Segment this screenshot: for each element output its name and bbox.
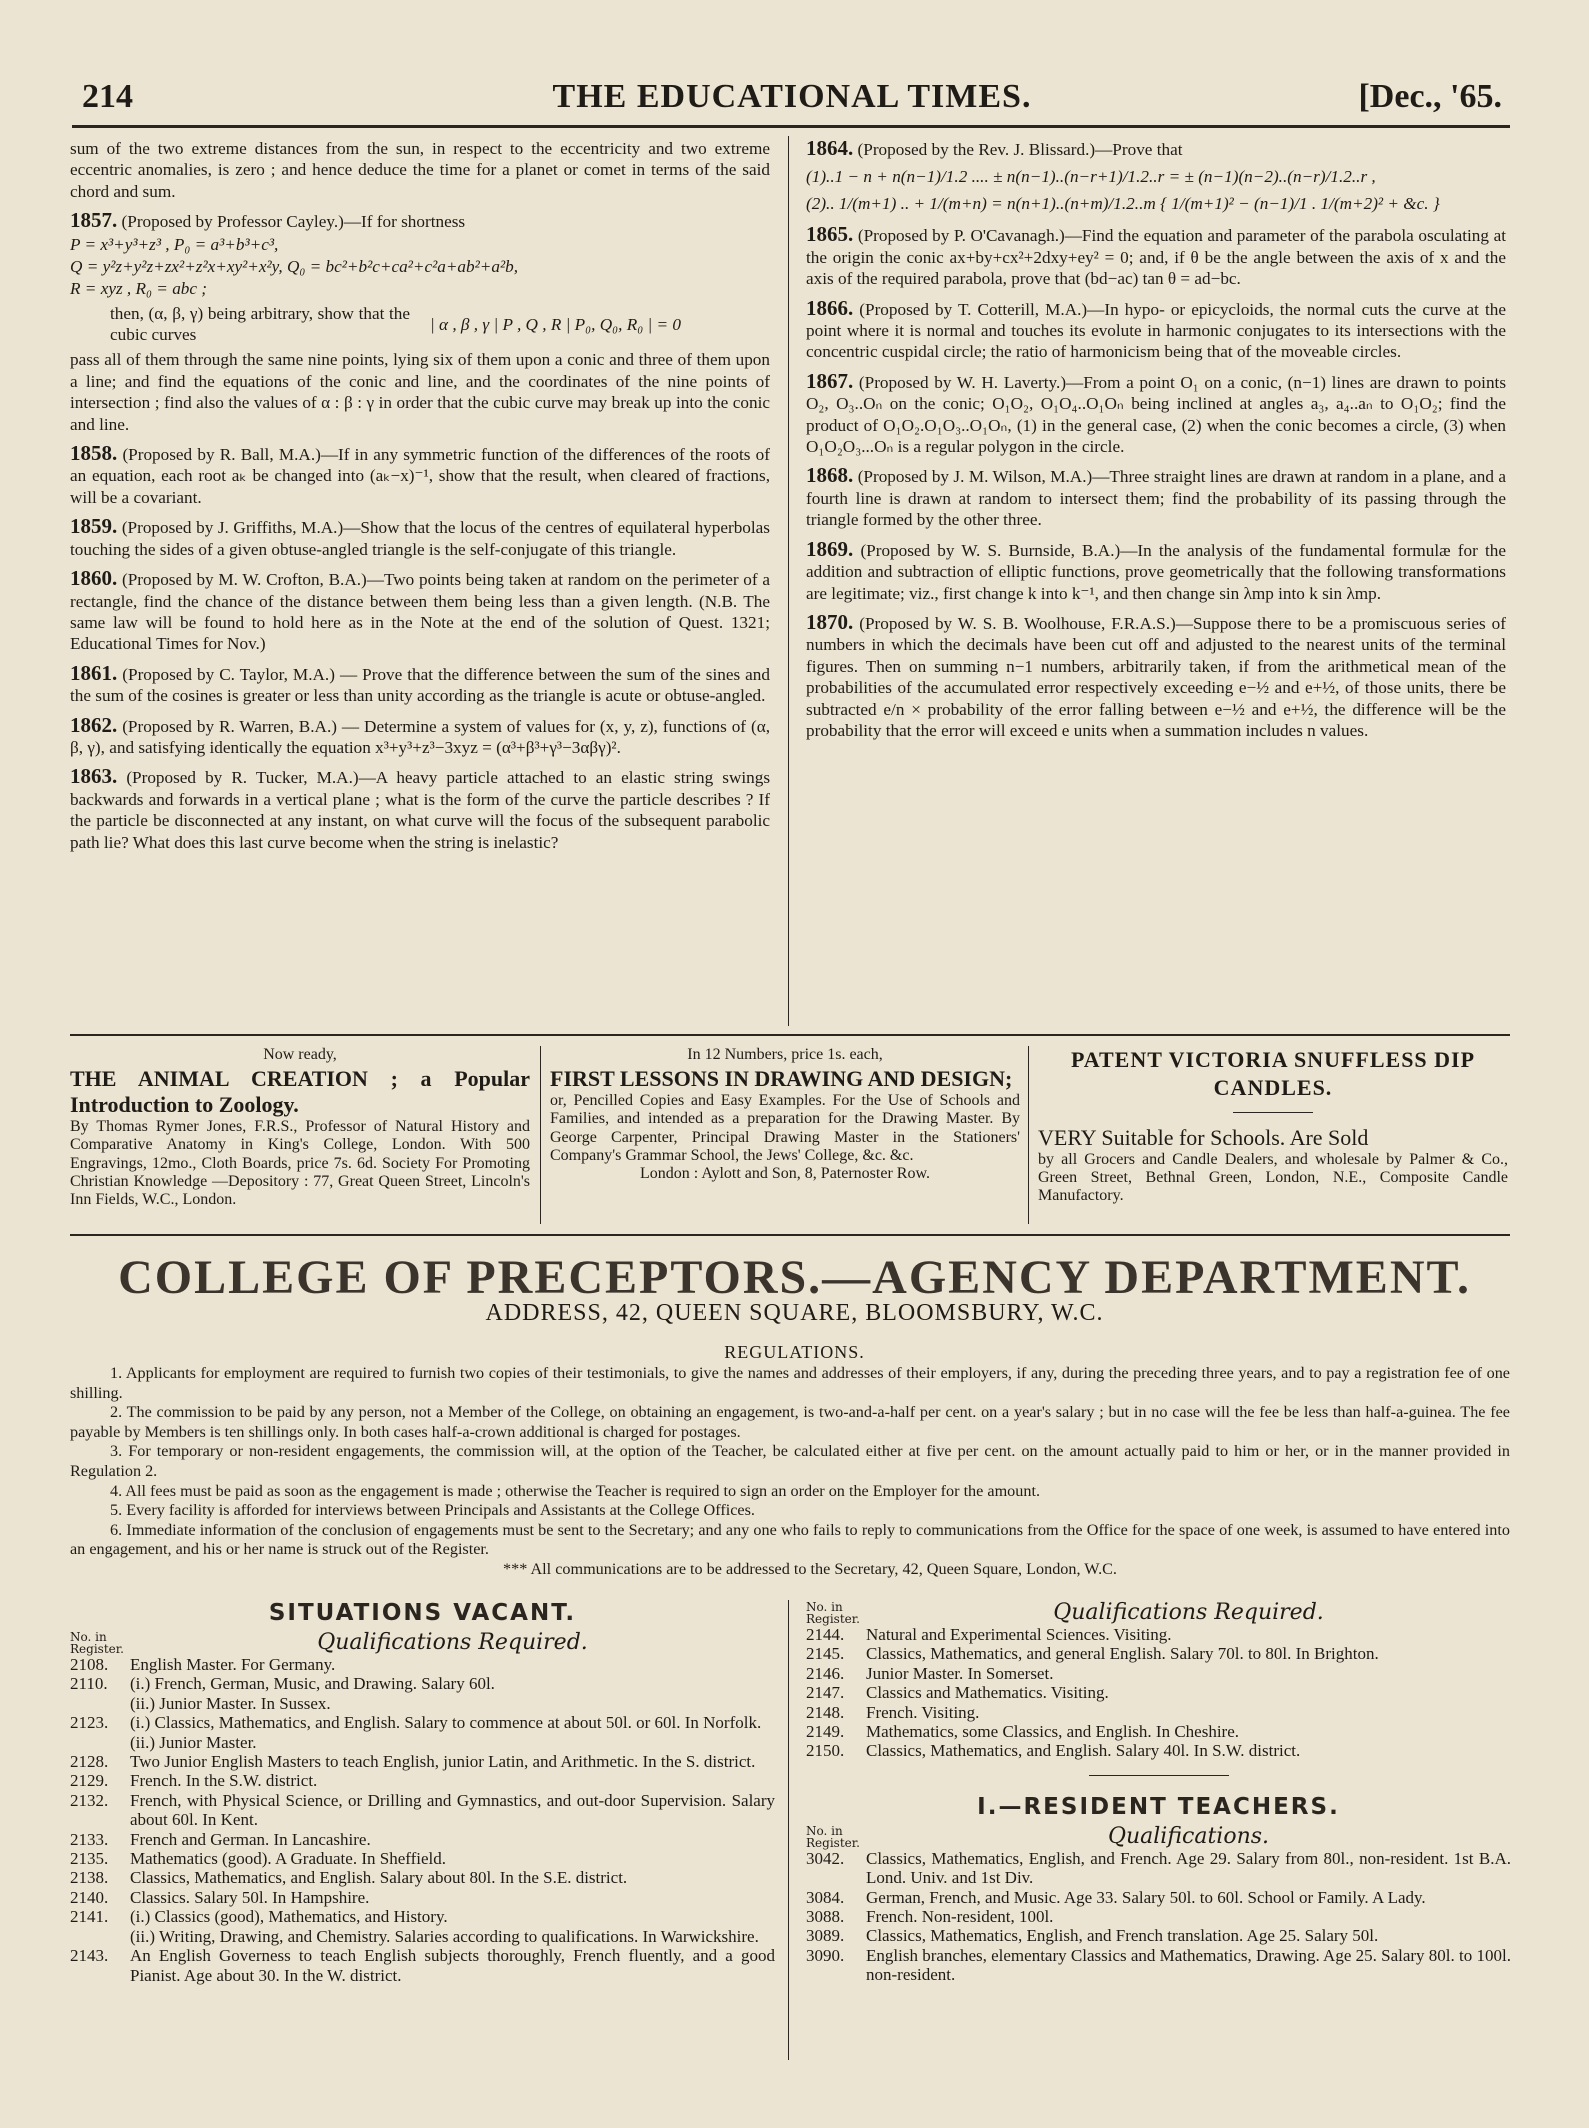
register-number: 2144. [806,1625,845,1644]
register-number: 2123. [70,1713,109,1733]
situation-entry [806,1625,1511,1644]
question-text: (Proposed by J. M. Wilson, M.A.)—Three straight lines are drawn at random in a plane, and a fourth line is drawn at random to intersect them; find the probability of its passing through the triangle formed by the other three. [806,467,1507,530]
register-number: 2108. [70,1655,109,1674]
college-title: COLLEGE OF PRECEPTORS.—AGENCY DEPARTMENT. [118,1251,1471,1304]
question-1865 [806,224,1506,289]
page-header [82,78,1502,122]
header-rule [72,125,1510,128]
entry-text: (ii.) Junior Master. [130,1732,257,1752]
regulation-3: 3. For temporary or non-resident engagements, the commission will, at the option of the Teacher, be calculated either at five per cent. on the amount actually paid to him or her, or in the manner provided in Regulation 2. [70,1442,1510,1480]
question-number: 1859. [70,514,118,539]
question-number: 1867. [806,368,854,393]
entry-text: Classics and Mathematics. Visiting. [866,1683,1109,1703]
question-text: (Proposed by M. W. Crofton, B.A.)—Two points being taken at random on the perimeter of a rectangle, find the chance of the distance between them being less than a given length. (N.B. The same law will be found to hold here as in the Note at the end of the solution of Quest. 1321; Educational Times for Nov.) [70,570,771,654]
ad-top-line: Now ready, [263,1046,337,1063]
register-number [70,1927,130,1946]
entry-text: English Master. For Germany. [130,1655,336,1674]
situations-right [806,1600,1511,1985]
ad-candles [1038,1046,1508,1226]
resident-heading: I.—RESIDENT TEACHERS. [977,1793,1340,1820]
left-column [70,138,770,861]
ad-body: or, Pencilled Copies and Easy Examples. For the Use of Schools and Families, and intended as a preparation for the Drawing Master. By George Carpenter, Principal Drawing Master in the Stationers' Company's Grammar School, the Jews' College, &c. &c. [550,1092,1020,1164]
resident-list [806,1849,1511,1985]
entry-text: Junior Master. In Somerset. [866,1663,1054,1683]
entry-text: Classics, Mathematics, English, and French. Age 29. Salary from 80l., non-resident. 1st B.A. Lond. Univ. and 1st Div. [866,1848,1511,1888]
register-number: 3084. [806,1887,845,1907]
question-1866 [806,295,1506,363]
regulation-6: 6. Immediate information of the conclusion of engagements must be sent to the Secretary; and any one who fails to reply to communications from the Office for the space of one week, is assumed to have entered into an engagement, and his or her name is struck out of the Register. [70,1520,1510,1559]
entry-text: Two Junior English Masters to teach English, junior Latin, and Arithmetic. In the S. district. [130,1752,756,1772]
qualifications-heading: Qualifications. [1107,1823,1270,1849]
formula-2: (2).. 1/(m+1) .. + 1/(m+n) = n(n+1)..(n+m)/1.2..m { 1/(m+1)² − (n−1)/1 . 1/(m+2)² + &c. } [806,194,1440,214]
lower-column-divider [788,1600,789,2060]
question-number: 1866. [806,295,854,320]
entry-text: (i.) Classics, Mathematics, and English. Salary to commence at about 50l. or 60l. In Norfolk. [130,1713,762,1733]
register-number: 3090. [806,1945,845,1965]
entry-text: Classics. Salary 50l. In Hampshire. [130,1887,370,1907]
situation-entry [806,1644,1511,1663]
register-number: 2128. [70,1752,109,1772]
entry-text: German, French, and Music. Age 33. Salary 50l. to 60l. School or Family. A Lady. [866,1887,1426,1907]
register-number: 2149. [806,1722,845,1742]
situation-entry [70,1849,775,1868]
question-text: (Proposed by R. Tucker, M.A.)—A heavy particle attached to an elastic string swings backwards and forwards in a vertical plane ; what is the form of the curve the particle describes ? If the particle be disconnected at any instant, on what curve will the focus of the subsequent parabolic path lie? What does this last curve become when the string is inelastic? [70,768,771,852]
entry-text: (ii.) Writing, Drawing, and Chemistry. Salaries according to qualifications. In Warwickshire. [130,1926,759,1946]
question-1862 [70,712,770,759]
question-number: 1857. [70,208,118,233]
entry-text: English branches, elementary Classics and Mathematics, Drawing. Age 25. Salary 80l. to 100l. non-resident. [866,1945,1511,1985]
communications-note: *** All communications are to be addressed to the Secretary, 42, Queen Square, London, W.C. [503,1559,1117,1578]
register-number: 2146. [806,1663,845,1683]
question-text: (Proposed by J. Griffiths, M.A.)—Show that the locus of the centres of equilateral hyperbolas touching the sides of a given obtuse-angled triangle is the self-conjugate of this triangle. [70,518,770,559]
register-number: 2135. [70,1849,109,1869]
ad-title: THE ANIMAL CREATION ; a Popular Introduction to Zoology. [70,1066,530,1118]
situations-list [70,1655,775,1985]
question-text: (Proposed by W. S. B. Woolhouse, F.R.A.S.)—Suppose there to be a promiscuous series of numbers in which the decimals have been cut off and adjusted to the nearest units of the terminal figures. Then on summing n−1 numbers, arbitrarily taken, if from the arithmetical mean of the probabilities of the accumulated error respectively exceeding e−½ and e+½, of those units, there be subtracted e/n × probability of the error falling between e−½ and e+½, the difference will be the probability that the error will exceed e units when a summation includes n values. [806,613,1507,740]
teacher-entry [806,1888,1511,1907]
question-number: 1864. [806,136,854,160]
register-number: 2110. [70,1674,108,1694]
question-1868 [806,465,1506,530]
situation-entry [70,1888,775,1907]
situation-entry [70,1752,775,1771]
situation-entry [806,1741,1511,1760]
entry-text: Natural and Experimental Sciences. Visiting. [866,1625,1172,1644]
question-text: (Proposed by W. H. Laverty.)—From a point O₁ on a conic, (n−1) lines are drawn to points O₂, O₃..Oₙ on the conic; O₁O₂, O₁O₄..O₁Oₙ being inclined at angles a₃, a₄..aₙ to O₁O₂; find the product of O₁O₂.O₁O₃..O₁Oₙ, (1) in the general case, (2) when the conic becomes a circle, (3) when O₁O₂O₃...Oₙ is a regular polygon in the circle. [806,372,1507,457]
register-number [70,1733,130,1752]
question-text: (Proposed by C. Taylor, M.A.) — Prove that the difference between the sum of the sines and the sum of the cosines is greater or less than unity according as the triangle is acute or obtuse-angled. [70,664,770,706]
ad-title: FIRST LESSONS IN DRAWING AND DESIGN; [550,1066,1013,1092]
register-number: 2150. [806,1741,845,1761]
question-1869 [806,536,1506,604]
question-number: 1861. [70,660,118,685]
ad-body: by all Grocers and Candle Dealers, and wholesale by Palmer & Co., Green Street, Bethnal Green, London, N.E., Composite Candle Manufactory. [1038,1151,1508,1205]
situation-entry [70,1868,775,1887]
entry-text: Classics, Mathematics, English, and French translation. Age 25. Salary 50l. [866,1926,1379,1946]
register-number: 2132. [70,1790,109,1810]
situation-entry [806,1703,1511,1722]
determinant: | α , β , γ | P , Q , R | P₀, Q₀, R₀ | = 0 [430,314,682,334]
teacher-entry [806,1849,1511,1888]
ad-top-line: In 12 Numbers, price 1s. each, [687,1046,883,1063]
masthead-title: THE EDUCATIONAL TIMES. [552,78,1032,115]
question-number: 1869. [806,536,854,561]
qualifications-heading: Qualifications Required. [317,1630,588,1655]
register-number: 2129. [70,1771,109,1791]
situation-entry [70,1733,775,1752]
question-1861 [70,660,770,707]
college-address: ADDRESS, 42, QUEEN SQUARE, BLOOMSBURY, W.C. [485,1300,1104,1326]
question-1870 [806,609,1507,741]
entry-text: Mathematics, some Classics, and English. In Cheshire. [866,1722,1239,1742]
question-1860 [70,568,770,655]
register-number: 3088. [806,1907,845,1927]
register-number: 3042. [806,1848,845,1868]
register-number: 2133. [70,1829,109,1849]
register-number: 2147. [806,1683,845,1703]
register-number: 2141. [70,1907,109,1927]
situation-entry [70,1791,775,1830]
register-label: No. in Register. [70,1630,124,1656]
situation-entry [806,1664,1511,1683]
question-text: (Proposed by R. Warren, B.A.) — Determine a system of values for (x, y, z), functions of (α, β, γ), and satisfying identically the equation x³+y³+z³−3xyz = (α³+β³+γ³−3αβγ)². [70,716,770,757]
question-text: (Proposed by W. S. Burnside, B.A.)—In the analysis of the fundamental formulæ for the addition and subtraction of elliptic functions, prove geometrically that the following transformations are legitimate; viz., first change k into k⁻¹, and then change sin λmp into k sin λmp. [806,540,1506,603]
regulations-heading: REGULATIONS. [724,1342,865,1362]
register-label: No. in Register. [806,1600,860,1626]
situation-entry [70,1713,775,1732]
question-text: (Proposed by R. Ball, M.A.)—If in any symmetric function of the differences of the roots of an equation, each root aₖ be changed into (aₖ−x)⁻¹, show that the result, when cleared of fractions, will be a covariant. [70,445,770,507]
determinant-lead: then, (α, β, γ) being arbitrary, show that the cubic curves [110,303,410,345]
entry-text: French. In the S.W. district. [130,1771,318,1791]
register-number: 2145. [806,1644,845,1664]
register-number: 2138. [70,1868,109,1888]
section-rule [1089,1775,1229,1776]
register-label: No. in Register. [806,1823,860,1850]
question-text: (Proposed by T. Cotterill, M.A.)—In hypo- or epicycloids, the normal cuts the curve at the point where it is normal and touches its evolute in harmonic conjugates to its intersections with the concentric cuspidal circle; the ratio of harmonicism being that of the moveable circles. [806,299,1506,362]
entry-text: French and German. In Lancashire. [130,1829,371,1849]
register-number: 2143. [70,1946,109,1966]
ad-body: By Thomas Rymer Jones, F.R.S., Professor of Natural History and Comparative Anatomy in King's College, London. With 500 Engravings, 12mo., Cloth Boards, price 7s. 6d. Society For Promoting Christian Knowledge —Depository : 77, Great Queen Street, Lincoln's Inn Fields, W.C., London. [70,1118,530,1209]
entry-text: Classics, Mathematics, and English. Salary 40l. In S.W. district. [866,1741,1301,1761]
situations-subhead [70,1630,775,1655]
determinant-block [110,303,770,346]
question-number: 1870. [806,609,854,634]
register-number: 2140. [70,1887,109,1907]
entry-text: An English Governess to teach English subjects thoroughly, French fluently, and a good Pianist. Age about 30. In the W. district. [130,1946,775,1985]
qualifications-heading: Qualifications Required. [1053,1600,1324,1625]
entry-text: French. Non-resident, 100l. [866,1907,1054,1927]
question-1867 [806,368,1507,458]
situation-entry [70,1907,775,1926]
register-number [70,1694,130,1713]
resident-subhead [806,1824,1511,1849]
question-text: (Proposed by Professor Cayley.)—If for shortness [121,212,466,232]
entry-text: French, with Physical Science, or Drilling and Gymnastics, and out-door Supervision. Salary about 60l. In Kent. [130,1790,775,1830]
ad-lead: VERY Suitable for Schools. Are Sold [1038,1125,1369,1150]
situation-entry [70,1655,775,1674]
question-number: 1860. [70,566,118,591]
teacher-entry [806,1926,1511,1945]
formula-r: R = xyz , R₀ = abc ; [70,278,208,298]
right-column [806,138,1506,749]
regulation-2: 2. The commission to be paid by any person, not a Member of the College, on obtaining an engagement, is two-and-a-half per cent. on a year's salary ; but in no case will the fee be less than half-a-guinea. The fee payable by Members is ten shillings only. In both cases half-a-crown additional is charged for postages. [70,1403,1510,1441]
column-divider [788,136,789,1026]
entry-text: Classics, Mathematics, and general English. Salary 70l. to 80l. In Brighton. [866,1644,1379,1664]
question-number: 1868. [806,463,854,488]
teacher-entry [806,1946,1511,1985]
ad-publisher: London : Aylott and Son, 8, Paternoster Row. [640,1165,930,1183]
situations-list [806,1625,1511,1761]
situation-entry [70,1946,775,1985]
regulations-list [70,1364,1510,1580]
ad-first-lessons [550,1046,1020,1226]
entry-text: French. Visiting. [866,1702,980,1722]
entry-text: (i.) French, German, Music, and Drawing. Salary 60l. [130,1674,495,1694]
ad-rule [1233,1112,1313,1113]
entry-text: (ii.) Junior Master. In Sussex. [130,1693,331,1713]
ad-animal-creation [70,1046,530,1226]
question-number: 1858. [70,441,118,466]
register-number: 3089. [806,1926,845,1946]
question-1859 [70,516,770,560]
issue-date: [Dec., '65. [1358,78,1502,115]
regulation-5: 5. Every facility is afforded for interviews between Principals and Assistants at the College Offices. [110,1501,755,1520]
ads-top-rule [70,1034,1510,1036]
register-number: 2148. [806,1702,845,1722]
intro-text: sum of the two extreme distances from the sun, in respect to the eccentricity and two extreme eccentric anomalies, is zero ; and hence deduce the time for a planet or comet in terms of the said chord and sum. [70,139,770,201]
question-text: (Proposed by the Rev. J. Blissard.)—Prove that [857,140,1183,159]
situation-entry [70,1694,775,1713]
question-number: 1863. [70,764,118,789]
question-1858 [70,443,770,508]
question-text: (Proposed by P. O'Cavanagh.)—Find the equation and parameter of the parabola osculating at the origin the conic ax+by+cx²+2dxy+ey² = 0; and, if θ be the angle between the axis of x and the axis of the required parabola, prove that (bd−ac) tan θ = ad−bc. [806,226,1506,289]
ad-divider-2 [1028,1046,1029,1224]
situation-entry [70,1674,775,1693]
entry-text: (i.) Classics (good), Mathematics, and History. [130,1907,448,1927]
formula-q: Q = y²z+y²z+zx²+z²x+xy²+x²y, Q₀ = bc²+b²c+ca²+c²a+ab²+a²b, [70,256,518,276]
ad-title: PATENT VICTORIA SNUFFLESS DIP CANDLES. [1070,1047,1476,1100]
question-1863 [70,766,770,853]
ad-divider-1 [540,1046,541,1224]
regulation-4: 4. All fees must be paid as soon as the engagement is made ; otherwise the Teacher is required to sign an order on the Employer for the amount. [110,1481,1040,1500]
regulation-1: 1. Applicants for employment are required to furnish two copies of their testimonials, to give the names and addresses of their employers, if any, during the preceding three years, and to pay a registration fee of one shilling. [70,1364,1510,1402]
situation-entry [70,1830,775,1849]
ads-bottom-rule [70,1234,1510,1236]
formula-p: P = x³+y³+z³ , P₀ = a³+b³+c³, [70,234,279,254]
question-1857-rest: pass all of them through the same nine points, lying six of them upon a conic and three of them upon a line; and find the equations of the conic and line, and the coordinates of the nine points of intersection ; find also the values of α : β : γ in order that the cubic curve may break up into the conic and line. [70,350,770,434]
question-number: 1865. [806,222,854,247]
question-number: 1862. [70,712,118,737]
question-1857 [70,210,770,232]
formula-1: (1)..1 − n + n(n−1)/1.2 .... ± n(n−1)..(n−r+1)/1.2..r = ± (n−1)(n−2)..(n−r)/1.2..r , [806,167,1376,187]
page-number: 214 [82,78,133,115]
teacher-entry [806,1907,1511,1926]
situations-left [70,1600,775,1985]
situation-entry [806,1722,1511,1741]
situation-entry [70,1927,775,1946]
situation-entry [806,1683,1511,1702]
entry-text: Classics, Mathematics, and English. Salary about 80l. In the S.E. district. [130,1868,628,1888]
question-1864 [806,138,1506,160]
situations-subhead [806,1600,1511,1625]
situations-heading: SITUATIONS VACANT. [268,1600,577,1626]
entry-text: Mathematics (good). A Graduate. In Sheffield. [130,1849,446,1869]
situation-entry [70,1771,775,1790]
